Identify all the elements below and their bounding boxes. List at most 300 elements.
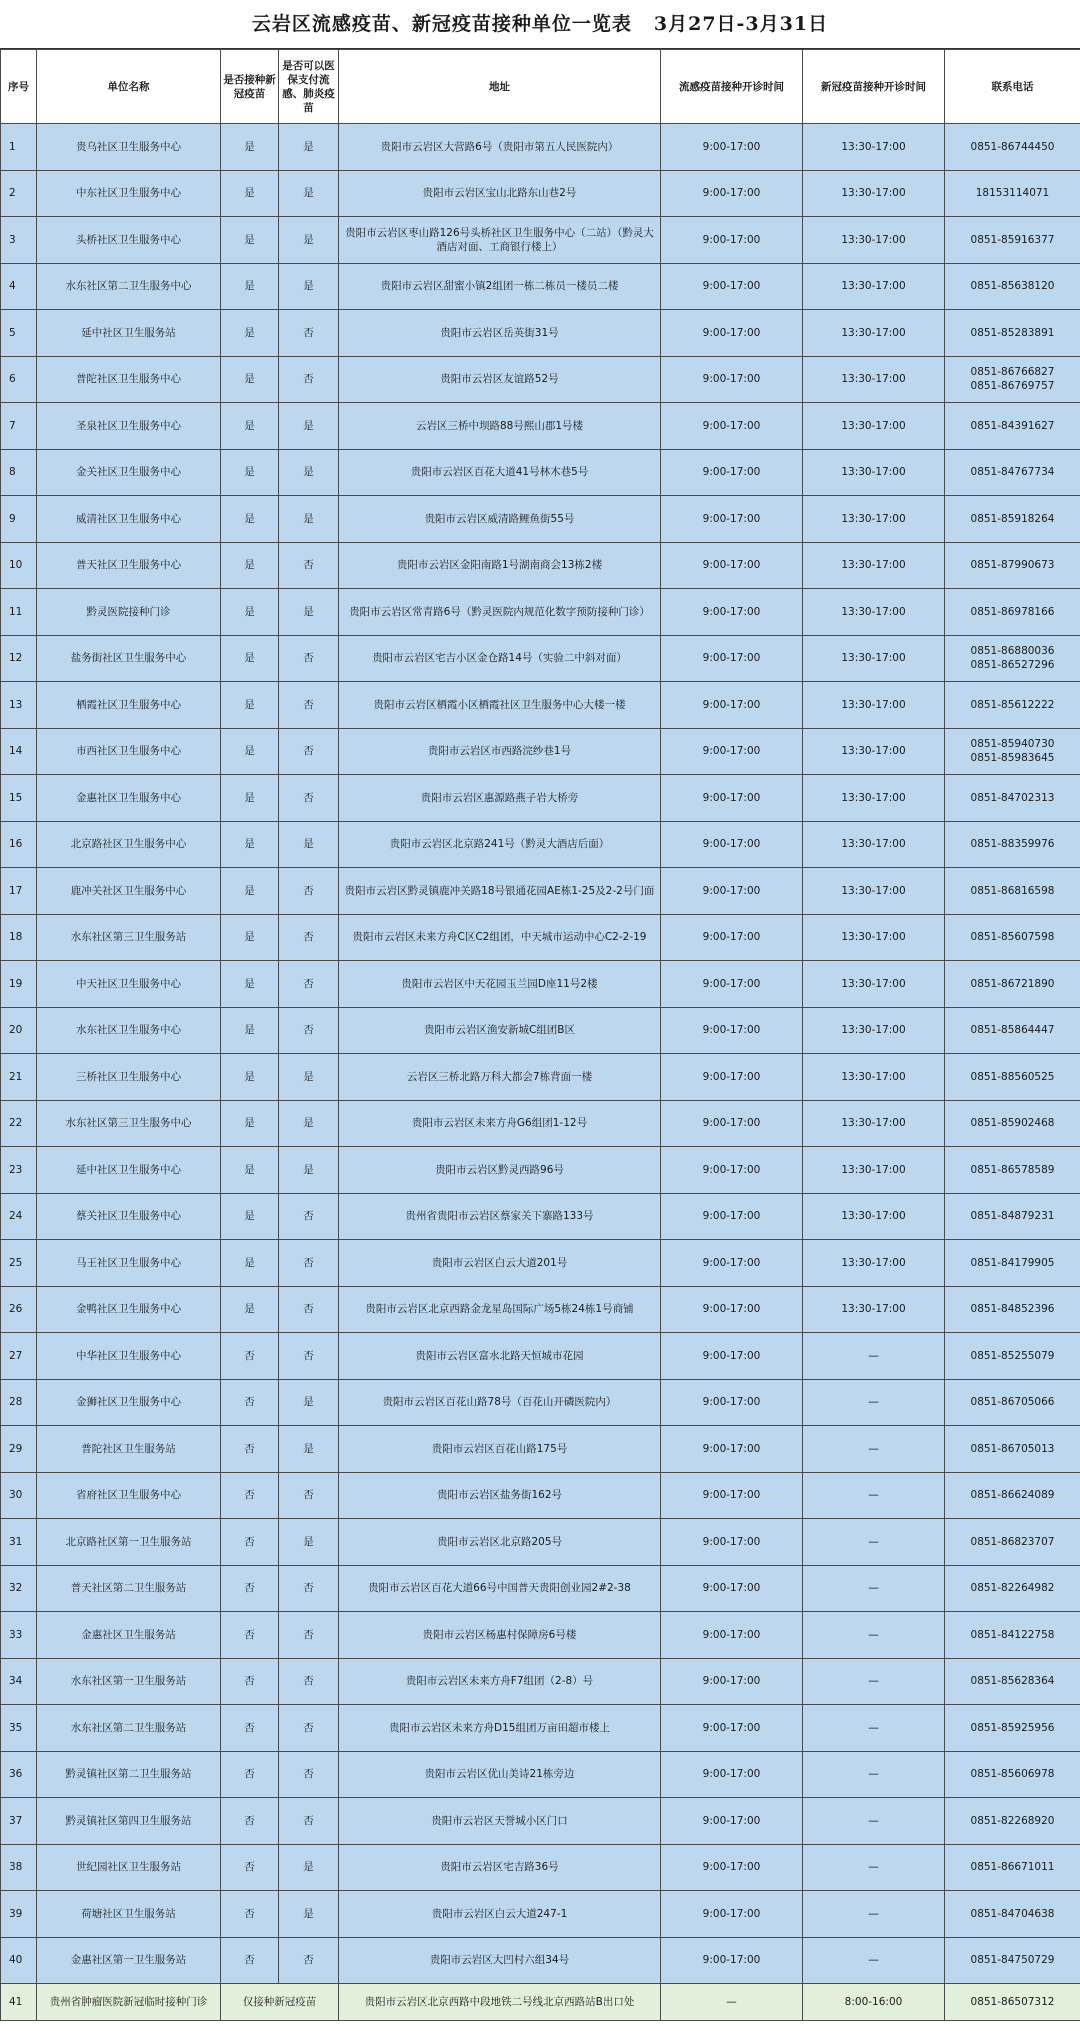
cell-covid-time: 13:30-17:00 [803,310,945,357]
cell-insurance: 是 [279,263,339,310]
cell-unit-name: 世纪园社区卫生服务站 [37,1844,221,1891]
cell-seq: 37 [1,1798,37,1845]
cell-covid: 否 [221,1612,279,1659]
cell-unit-name: 中东社区卫生服务中心 [37,170,221,217]
cell-unit-name: 延中社区卫生服务中心 [37,1147,221,1194]
table-row [1,310,1080,357]
cell-seq: 36 [1,1751,37,1798]
cell-covid-time: 13:30-17:00 [803,682,945,729]
page-title [0,0,1080,49]
date-range: 3月27日-3月31日 [653,13,829,35]
cell-insurance: 是 [279,124,339,171]
cell-flu-time: 9:00-17:00 [661,124,803,171]
cell-insurance: 否 [279,775,339,822]
cell-seq: 34 [1,1658,37,1705]
cell-covid-time: — [803,1937,945,1984]
cell-flu-time: 9:00-17:00 [661,1937,803,1984]
table-row [1,914,1080,961]
cell-flu-time: 9:00-17:00 [661,914,803,961]
cell-seq: 24 [1,1193,37,1240]
cell-phone [945,1054,1080,1101]
header-address: 地址 [339,50,661,124]
table-row [1,1705,1080,1752]
cell-unit-name: 鹿冲关社区卫生服务中心 [37,868,221,915]
cell-phone [945,961,1080,1008]
phone-number: 0851-86705066 [970,1396,1055,1409]
table-row [1,124,1080,171]
table-row [1,635,1080,682]
cell-seq: 25 [1,1240,37,1287]
cell-address: 贵阳市云岩区惠源路燕子岩大桥旁 [339,775,661,822]
cell-unit-name: 水东社区第三卫生服务中心 [37,1100,221,1147]
cell-flu-time: 9:00-17:00 [661,821,803,868]
cell-covid-merged: 仅接种新冠疫苗 [221,1984,339,2021]
cell-unit-name: 三桥社区卫生服务中心 [37,1054,221,1101]
cell-flu-time: 9:00-17:00 [661,542,803,589]
cell-covid-time: 13:30-17:00 [803,449,945,496]
phone-number: 0851-85606978 [970,1768,1055,1781]
cell-phone [945,1612,1080,1659]
cell-address: 贵阳市云岩区枣山路126号头桥社区卫生服务中心（二站）（黔灵大酒店对面、工商银行楼上） [339,217,661,264]
cell-address: 贵阳市云岩区大凹村六组34号 [339,1937,661,1984]
cell-unit-name: 中天社区卫生服务中心 [37,961,221,1008]
cell-seq: 31 [1,1519,37,1566]
cell-flu-time: 9:00-17:00 [661,263,803,310]
cell-insurance: 是 [279,1844,339,1891]
header-phone: 联系电话 [945,50,1080,124]
cell-phone [945,1379,1080,1426]
cell-covid: 是 [221,1286,279,1333]
cell-phone [945,263,1080,310]
table-row [1,496,1080,543]
phone-number: 0851-86527296 [970,659,1055,672]
cell-insurance: 否 [279,1658,339,1705]
cell-address: 贵阳市云岩区北京路241号（黔灵大酒店后面） [339,821,661,868]
table-row [1,542,1080,589]
cell-phone [945,1286,1080,1333]
table-row [1,1426,1080,1473]
table-row [1,961,1080,1008]
cell-address: 贵阳市云岩区未来方舟F7组团（2-8）号 [339,1658,661,1705]
cell-address: 贵州省贵阳市云岩区蔡家关下寨路133号 [339,1193,661,1240]
cell-flu-time: 9:00-17:00 [661,868,803,915]
cell-phone [945,124,1080,171]
cell-seq: 5 [1,310,37,357]
cell-phone [945,775,1080,822]
cell-covid: 是 [221,449,279,496]
phone-number: 0851-86624089 [970,1489,1055,1502]
cell-address: 贵阳市云岩区杨惠村保障房6号楼 [339,1612,661,1659]
cell-covid-time: 13:30-17:00 [803,914,945,961]
cell-covid-time: 13:30-17:00 [803,1100,945,1147]
cell-covid: 否 [221,1426,279,1473]
table-row [1,1147,1080,1194]
cell-covid-time: — [803,1705,945,1752]
cell-seq: 33 [1,1612,37,1659]
cell-flu-time: 9:00-17:00 [661,1565,803,1612]
cell-flu-time: 9:00-17:00 [661,496,803,543]
cell-seq: 28 [1,1379,37,1426]
cell-address: 贵阳市云岩区北京西路金龙星岛国际广场5栋24栋1号商铺 [339,1286,661,1333]
cell-flu-time: 9:00-17:00 [661,403,803,450]
cell-seq: 17 [1,868,37,915]
cell-address: 贵阳市云岩区常青路6号（黔灵医院内规范化数字预防接种门诊） [339,589,661,636]
table-row [1,1379,1080,1426]
cell-seq: 21 [1,1054,37,1101]
cell-insurance: 是 [279,1147,339,1194]
cell-covid-time: 13:30-17:00 [803,821,945,868]
cell-unit-name: 普天社区卫生服务中心 [37,542,221,589]
cell-unit-name: 普陀社区卫生服务中心 [37,356,221,403]
cell-covid: 是 [221,821,279,868]
cell-covid: 否 [221,1751,279,1798]
phone-number: 0851-84750729 [970,1954,1055,1967]
cell-insurance: 是 [279,170,339,217]
cell-flu-time: 9:00-17:00 [661,1333,803,1380]
cell-insurance: 否 [279,728,339,775]
phone-number: 0851-82264982 [970,1582,1055,1595]
table-row [1,775,1080,822]
cell-insurance: 否 [279,868,339,915]
table-row [1,1565,1080,1612]
cell-covid: 是 [221,496,279,543]
cell-seq: 30 [1,1472,37,1519]
cell-phone [945,1426,1080,1473]
table-row [1,1100,1080,1147]
cell-address: 贵阳市云岩区友谊路52号 [339,356,661,403]
cell-address: 贵阳市云岩区栖霞小区栖霞社区卫生服务中心大楼一楼 [339,682,661,729]
table-row [1,728,1080,775]
phone-number: 0851-88560525 [970,1070,1055,1083]
cell-flu-time: 9:00-17:00 [661,961,803,1008]
cell-covid-time: 13:30-17:00 [803,356,945,403]
cell-flu-time: — [661,1984,803,2021]
header-row [1,50,1080,124]
cell-covid: 是 [221,217,279,264]
cell-seq: 2 [1,170,37,217]
cell-covid-time: 13:30-17:00 [803,1147,945,1194]
cell-address: 贵阳市云岩区威清路鲤鱼街55号 [339,496,661,543]
cell-covid: 是 [221,356,279,403]
cell-covid-time: — [803,1751,945,1798]
cell-seq: 11 [1,589,37,636]
cell-address: 贵阳市云岩区百花山路175号 [339,1426,661,1473]
cell-seq: 7 [1,403,37,450]
cell-covid: 否 [221,1472,279,1519]
cell-seq: 12 [1,635,37,682]
cell-unit-name: 圣泉社区卫生服务中心 [37,403,221,450]
table-row [1,682,1080,729]
cell-seq: 1 [1,124,37,171]
cell-covid-time: — [803,1798,945,1845]
cell-flu-time: 9:00-17:00 [661,1193,803,1240]
cell-phone [945,1891,1080,1938]
cell-seq: 22 [1,1100,37,1147]
phone-number: 0851-86823707 [970,1535,1055,1548]
phone-number: 0851-84702313 [970,791,1055,804]
cell-flu-time: 9:00-17:00 [661,775,803,822]
cell-insurance: 否 [279,1193,339,1240]
table-row [1,1286,1080,1333]
cell-covid: 是 [221,263,279,310]
phone-number: 0851-85918264 [970,512,1055,525]
cell-unit-name: 普天社区第二卫生服务站 [37,1565,221,1612]
cell-insurance: 否 [279,1751,339,1798]
cell-insurance: 否 [279,1798,339,1845]
phone-number: 0851-88359976 [970,838,1055,851]
phone-number: 0851-86744450 [970,140,1055,153]
cell-flu-time: 9:00-17:00 [661,1612,803,1659]
phone-number: 0851-85983645 [970,752,1055,765]
cell-insurance: 否 [279,1612,339,1659]
cell-seq: 29 [1,1426,37,1473]
cell-covid: 是 [221,1054,279,1101]
cell-covid: 否 [221,1333,279,1380]
cell-phone [945,356,1080,403]
table-row [1,1519,1080,1566]
cell-phone [945,542,1080,589]
cell-unit-name: 贵州省肿瘤医院新冠临时接种门诊 [37,1984,221,2021]
cell-covid-time: 13:30-17:00 [803,868,945,915]
table-row [1,1472,1080,1519]
header-covid: 是否接种新冠疫苗 [221,50,279,124]
cell-seq: 20 [1,1007,37,1054]
cell-covid-time: — [803,1472,945,1519]
cell-unit-name: 水东社区卫生服务中心 [37,1007,221,1054]
cell-seq: 10 [1,542,37,589]
phone-number: 0851-87990673 [970,559,1055,572]
cell-unit-name: 马王社区卫生服务中心 [37,1240,221,1287]
cell-phone [945,1937,1080,1984]
cell-flu-time: 9:00-17:00 [661,1751,803,1798]
cell-unit-name: 金鸭社区卫生服务中心 [37,1286,221,1333]
cell-address: 贵阳市云岩区宝山北路东山巷2号 [339,170,661,217]
phone-number: 0851-85638120 [970,280,1055,293]
phone-number: 0851-84704638 [970,1907,1055,1920]
cell-covid: 是 [221,589,279,636]
cell-covid: 是 [221,1240,279,1287]
cell-unit-name: 盐务街社区卫生服务中心 [37,635,221,682]
cell-phone [945,1472,1080,1519]
cell-seq: 13 [1,682,37,729]
table-row [1,1612,1080,1659]
phone-number: 0851-85628364 [970,1675,1055,1688]
cell-covid: 是 [221,635,279,682]
cell-covid: 是 [221,1147,279,1194]
cell-unit-name: 金关社区卫生服务中心 [37,449,221,496]
cell-flu-time: 9:00-17:00 [661,589,803,636]
cell-covid-time: 13:30-17:00 [803,775,945,822]
cell-address: 贵阳市云岩区天誉城小区门口 [339,1798,661,1845]
cell-insurance: 否 [279,542,339,589]
cell-covid: 否 [221,1379,279,1426]
cell-seq: 9 [1,496,37,543]
cell-unit-name: 金惠社区卫生服务站 [37,1612,221,1659]
cell-phone [945,1844,1080,1891]
cell-insurance: 否 [279,1007,339,1054]
cell-insurance: 否 [279,1472,339,1519]
header-covid-time: 新冠疫苗接种开诊时间 [803,50,945,124]
cell-unit-name: 贵乌社区卫生服务中心 [37,124,221,171]
table-row [1,868,1080,915]
cell-insurance: 是 [279,403,339,450]
cell-unit-name: 金狮社区卫生服务中心 [37,1379,221,1426]
cell-phone [945,170,1080,217]
cell-flu-time: 9:00-17:00 [661,1844,803,1891]
cell-flu-time: 9:00-17:00 [661,1426,803,1473]
table-row [1,821,1080,868]
cell-covid: 否 [221,1705,279,1752]
cell-address: 贵阳市云岩区优山美诗21栋旁边 [339,1751,661,1798]
cell-covid-time: — [803,1519,945,1566]
cell-address: 贵阳市云岩区黔灵西路96号 [339,1147,661,1194]
cell-address: 贵阳市云岩区甜蜜小镇2组团一栋二栋员一楼员二楼 [339,263,661,310]
cell-seq: 35 [1,1705,37,1752]
cell-insurance: 否 [279,310,339,357]
cell-flu-time: 9:00-17:00 [661,1007,803,1054]
cell-address: 贵阳市云岩区岳英街31号 [339,310,661,357]
cell-covid: 否 [221,1519,279,1566]
cell-address: 贵阳市云岩区黔灵镇鹿冲关路18号银通花园AE栋1-25及2-2号门面 [339,868,661,915]
cell-seq: 23 [1,1147,37,1194]
phone-number: 0851-84179905 [970,1256,1055,1269]
cell-covid-time: — [803,1565,945,1612]
cell-phone [945,1007,1080,1054]
cell-covid-time: 13:30-17:00 [803,124,945,171]
cell-covid: 是 [221,961,279,1008]
cell-covid-time: — [803,1333,945,1380]
phone-number: 0851-86816598 [970,884,1055,897]
cell-flu-time: 9:00-17:00 [661,682,803,729]
cell-phone [945,1240,1080,1287]
cell-flu-time: 9:00-17:00 [661,1705,803,1752]
cell-phone [945,589,1080,636]
cell-covid-time: 13:30-17:00 [803,496,945,543]
cell-flu-time: 9:00-17:00 [661,1286,803,1333]
cell-unit-name: 金惠社区卫生服务中心 [37,775,221,822]
cell-covid-time: 13:30-17:00 [803,217,945,264]
cell-seq: 38 [1,1844,37,1891]
cell-covid-time: 13:30-17:00 [803,961,945,1008]
header-insurance: 是否可以医保支付流感、肺炎疫苗 [279,50,339,124]
phone-number: 0851-84852396 [970,1303,1055,1316]
table-header [1,50,1080,124]
cell-insurance: 是 [279,1100,339,1147]
phone-number: 0851-84122758 [970,1628,1055,1641]
table-row [1,589,1080,636]
cell-covid: 是 [221,1193,279,1240]
cell-phone [945,1658,1080,1705]
cell-insurance: 否 [279,1240,339,1287]
cell-covid: 是 [221,914,279,961]
cell-phone [945,1565,1080,1612]
cell-phone [945,821,1080,868]
cell-insurance: 是 [279,449,339,496]
cell-insurance: 是 [279,589,339,636]
cell-unit-name: 水东社区第二卫生服务中心 [37,263,221,310]
cell-address: 贵阳市云岩区未来方舟C区C2组团，中天城市运动中心C2-2-19 [339,914,661,961]
cell-phone [945,1147,1080,1194]
phone-number: 0851-84879231 [970,1210,1055,1223]
cell-seq: 27 [1,1333,37,1380]
cell-covid-time: 13:30-17:00 [803,403,945,450]
cell-covid-time: 13:30-17:00 [803,263,945,310]
cell-covid-time: 13:30-17:00 [803,728,945,775]
cell-insurance: 否 [279,1937,339,1984]
cell-covid-time: 13:30-17:00 [803,1240,945,1287]
cell-unit-name: 中华社区卫生服务中心 [37,1333,221,1380]
cell-address: 贵阳市云岩区渔安新城C组团B区 [339,1007,661,1054]
table-row [1,403,1080,450]
cell-covid-time: — [803,1426,945,1473]
cell-unit-name: 普陀社区卫生服务站 [37,1426,221,1473]
phone-number: 0851-85612222 [970,698,1055,711]
cell-insurance: 是 [279,1891,339,1938]
cell-phone [945,1100,1080,1147]
cell-covid-time: 8:00-16:00 [803,1984,945,2021]
cell-seq: 3 [1,217,37,264]
cell-flu-time: 9:00-17:00 [661,1798,803,1845]
cell-flu-time: 9:00-17:00 [661,1658,803,1705]
cell-flu-time: 9:00-17:00 [661,1100,803,1147]
table-row [1,1844,1080,1891]
cell-insurance: 是 [279,217,339,264]
cell-covid: 否 [221,1658,279,1705]
cell-phone [945,1333,1080,1380]
cell-insurance: 是 [279,1379,339,1426]
phone-number: 0851-86578589 [970,1163,1055,1176]
cell-unit-name: 黔灵镇社区第四卫生服务站 [37,1798,221,1845]
phone-number: 0851-85925956 [970,1721,1055,1734]
cell-insurance: 否 [279,1286,339,1333]
cell-seq: 4 [1,263,37,310]
cell-seq: 41 [1,1984,37,2021]
cell-unit-name: 头桥社区卫生服务中心 [37,217,221,264]
cell-insurance: 是 [279,1054,339,1101]
cell-seq: 32 [1,1565,37,1612]
cell-address: 贵阳市云岩区北京路205号 [339,1519,661,1566]
cell-address: 贵阳市云岩区北京西路中段地铁二号线北京西路站B出口处 [339,1984,661,2021]
cell-covid-time: — [803,1844,945,1891]
phone-number: 0851-85864447 [970,1024,1055,1037]
table-row [1,1007,1080,1054]
cell-seq: 26 [1,1286,37,1333]
phone-number: 0851-85916377 [970,233,1055,246]
cell-covid-time: 13:30-17:00 [803,1193,945,1240]
cell-unit-name: 金惠社区第一卫生服务站 [37,1937,221,1984]
cell-seq: 18 [1,914,37,961]
cell-covid-time: 13:30-17:00 [803,1286,945,1333]
cell-flu-time: 9:00-17:00 [661,1147,803,1194]
cell-unit-name: 蔡关社区卫生服务中心 [37,1193,221,1240]
cell-flu-time: 9:00-17:00 [661,1379,803,1426]
cell-flu-time: 9:00-17:00 [661,310,803,357]
phone-number: 0851-85607598 [970,931,1055,944]
table-row [1,1751,1080,1798]
phone-number: 0851-85255079 [970,1349,1055,1362]
cell-insurance: 是 [279,821,339,868]
cell-covid: 否 [221,1844,279,1891]
cell-unit-name: 荷塘社区卫生服务站 [37,1891,221,1938]
cell-insurance: 否 [279,682,339,729]
cell-address: 贵阳市云岩区未来方舟G6组团1-12号 [339,1100,661,1147]
cell-covid-time: 13:30-17:00 [803,589,945,636]
table-row [1,1054,1080,1101]
cell-address: 贵阳市云岩区市西路浣纱巷1号 [339,728,661,775]
cell-covid: 是 [221,1100,279,1147]
table-row [1,217,1080,264]
cell-covid-time: 13:30-17:00 [803,542,945,589]
